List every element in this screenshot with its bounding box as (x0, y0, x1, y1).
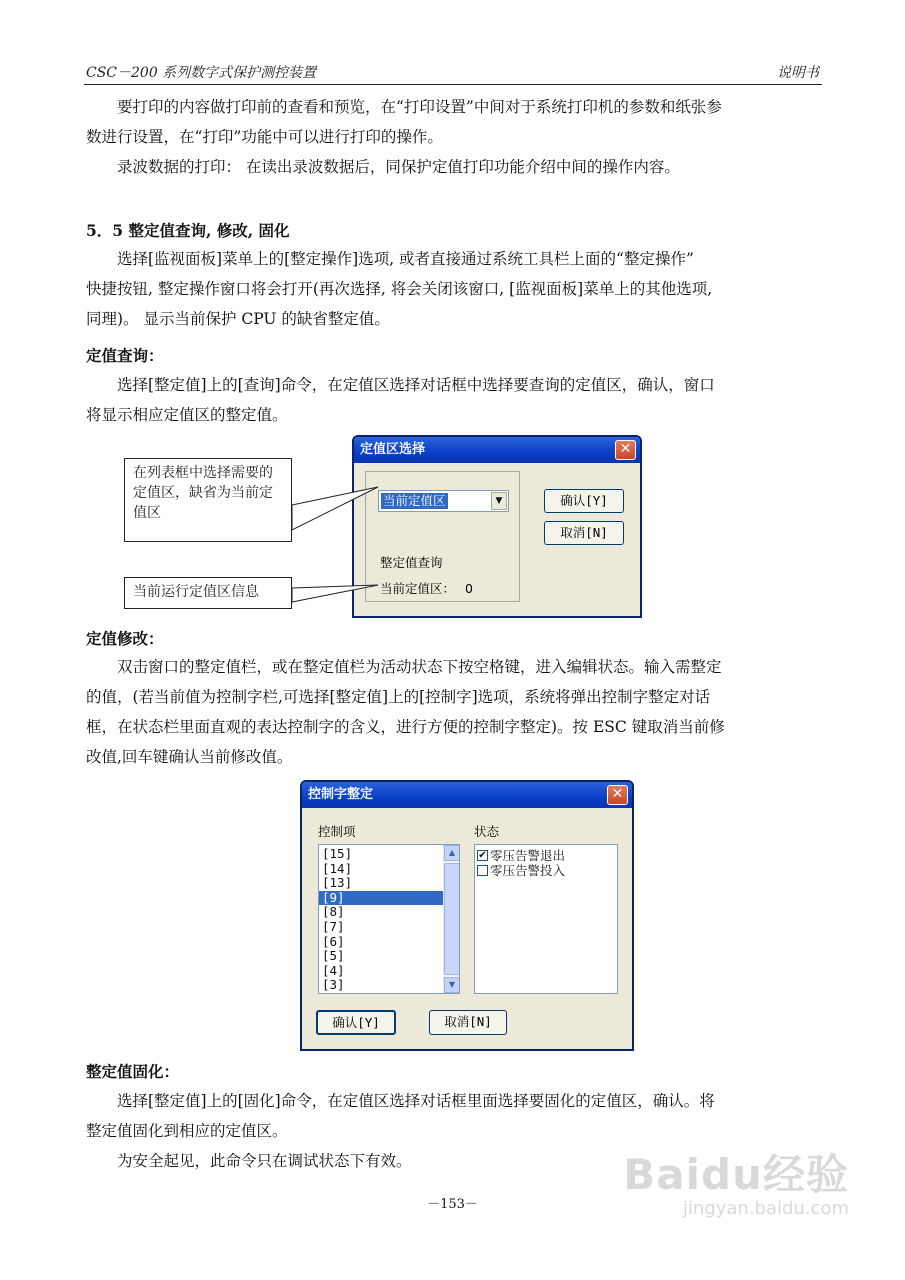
text-line: 同理)。 显示当前保护 CPU 的缺省整定值。 (86, 310, 390, 328)
status-list[interactable] (474, 844, 618, 994)
list-item[interactable]: [5] (322, 948, 345, 964)
text-line: 数进行设置，在“打印”功能中可以进行打印的操作。 (86, 128, 443, 146)
text-line: 快捷按钮, 整定操作窗口将会打开(再次选择, 将会关闭该窗口, [监视面板]菜单上的其他选项, (86, 280, 713, 298)
callout-zone-info: 当前运行定值区信息 (124, 577, 292, 609)
callout-pointer-info (292, 585, 378, 602)
ok-button[interactable]: 确认[Y] (316, 1010, 396, 1035)
dialog-title: 控制字整定 (308, 787, 374, 802)
text-line: 录波数据的打印： 在读出录波数据后，同保护定值打印功能介绍中间的操作内容。 (117, 158, 680, 176)
status-item-label: 零压告警退出 (490, 848, 566, 863)
dialog-titlebar (302, 782, 632, 808)
checkbox-checked-icon[interactable]: ✔ (478, 850, 487, 861)
scroll-down-icon[interactable]: ▼ (444, 977, 460, 993)
page-number: －153－ (427, 1197, 478, 1212)
chevron-down-icon[interactable]: ▼ (491, 492, 507, 510)
text-line: 的值，(若当前值为控制字栏,可选择[整定值]上的[控制字]选项，系统将弹出控制字整定对话 (86, 688, 711, 706)
section-heading: 5．5 整定值查询, 修改, 固化 (86, 221, 290, 240)
status-item[interactable] (475, 848, 617, 863)
solidify-heading: 整定值固化： (86, 1062, 180, 1081)
watermark (623, 1142, 849, 1219)
control-word-dialog (300, 780, 634, 1051)
paragraph-modify (86, 652, 826, 772)
doc-header-title: CSC－200 系列数字式保护测控装置 (86, 65, 317, 81)
status-item[interactable] (475, 863, 617, 878)
current-zone-value: 0 (465, 581, 473, 596)
control-items-list[interactable] (318, 844, 460, 994)
text-line: 为安全起见，此命令只在调试状态下有效。 (117, 1152, 412, 1170)
status-item-label: 零压告警投入 (490, 863, 566, 878)
watermark-brand: Baidu经验 (623, 1150, 849, 1199)
items-label: 控制项 (318, 824, 356, 839)
status-label: 状态 (474, 824, 500, 839)
close-icon[interactable]: ✕ (615, 440, 636, 460)
text-line: 选择[整定值]上的[固化]命令，在定值区选择对话框里面选择要固化的定值区，确认。将 (117, 1092, 715, 1110)
current-zone-label: 当前定值区： (380, 581, 456, 596)
list-item[interactable]: [15] (322, 846, 353, 861)
callout-select-zone: 在列表框中选择需要的定值区，缺省为当前定值区 (124, 458, 292, 542)
query-info-label: 整定值查询 (380, 555, 443, 570)
text-line: 改值,回车键确认当前修改值。 (86, 748, 293, 766)
list-item[interactable]: [13] (322, 875, 353, 891)
scroll-thumb[interactable] (444, 863, 460, 975)
list-item[interactable]: [9] (319, 891, 443, 906)
query-heading: 定值查询： (86, 346, 164, 365)
scrollbar[interactable] (443, 845, 459, 993)
cancel-button[interactable]: 取消[N] (544, 521, 624, 545)
text-line: 框，在状态栏里面直观的表达控制字的含义，进行方便的控制字整定)。按 ESC 键取消当前修 (86, 718, 725, 736)
list-item[interactable]: [3] (322, 977, 345, 993)
scroll-up-icon[interactable]: ▲ (444, 845, 460, 861)
callout-pointer-select (292, 487, 378, 530)
modify-heading: 定值修改： (86, 629, 164, 648)
list-item[interactable]: [7] (322, 918, 345, 934)
text-line: 双击窗口的整定值栏，或在整定值栏为活动状态下按空格键，进入编辑状态。输入需整定 (117, 658, 722, 676)
text-line: 整定值固化到相应的定值区。 (86, 1122, 288, 1140)
close-icon[interactable]: ✕ (607, 785, 628, 805)
list-item[interactable]: [4] (322, 962, 345, 978)
doc-header-label: 说明书 (777, 65, 819, 81)
text-line: 要打印的内容做打印前的查看和预览，在“打印设置”中间对于系统打印机的参数和纸张参 (117, 98, 722, 116)
text-line: 将显示相应定值区的整定值。 (86, 406, 288, 424)
zone-combo-value: 当前定值区 (383, 493, 446, 508)
dialog-title: 定值区选择 (360, 442, 426, 457)
watermark-url: jingyan.baidu.com (682, 1198, 849, 1219)
list-item[interactable]: [14] (322, 860, 353, 876)
text-line: 选择[监视面板]菜单上的[整定操作]选项, 或者直接通过系统工具栏上面的“整定操作” (117, 250, 694, 268)
ok-button[interactable]: 确认[Y] (544, 489, 624, 513)
list-item[interactable]: [8] (322, 904, 345, 920)
cancel-button[interactable]: 取消[N] (429, 1010, 507, 1035)
checkbox-icon[interactable] (477, 865, 488, 876)
text-line: 选择[整定值]上的[查询]命令，在定值区选择对话框中选择要查询的定值区，确认，窗口 (117, 376, 715, 394)
list-item[interactable]: [6] (322, 933, 345, 949)
